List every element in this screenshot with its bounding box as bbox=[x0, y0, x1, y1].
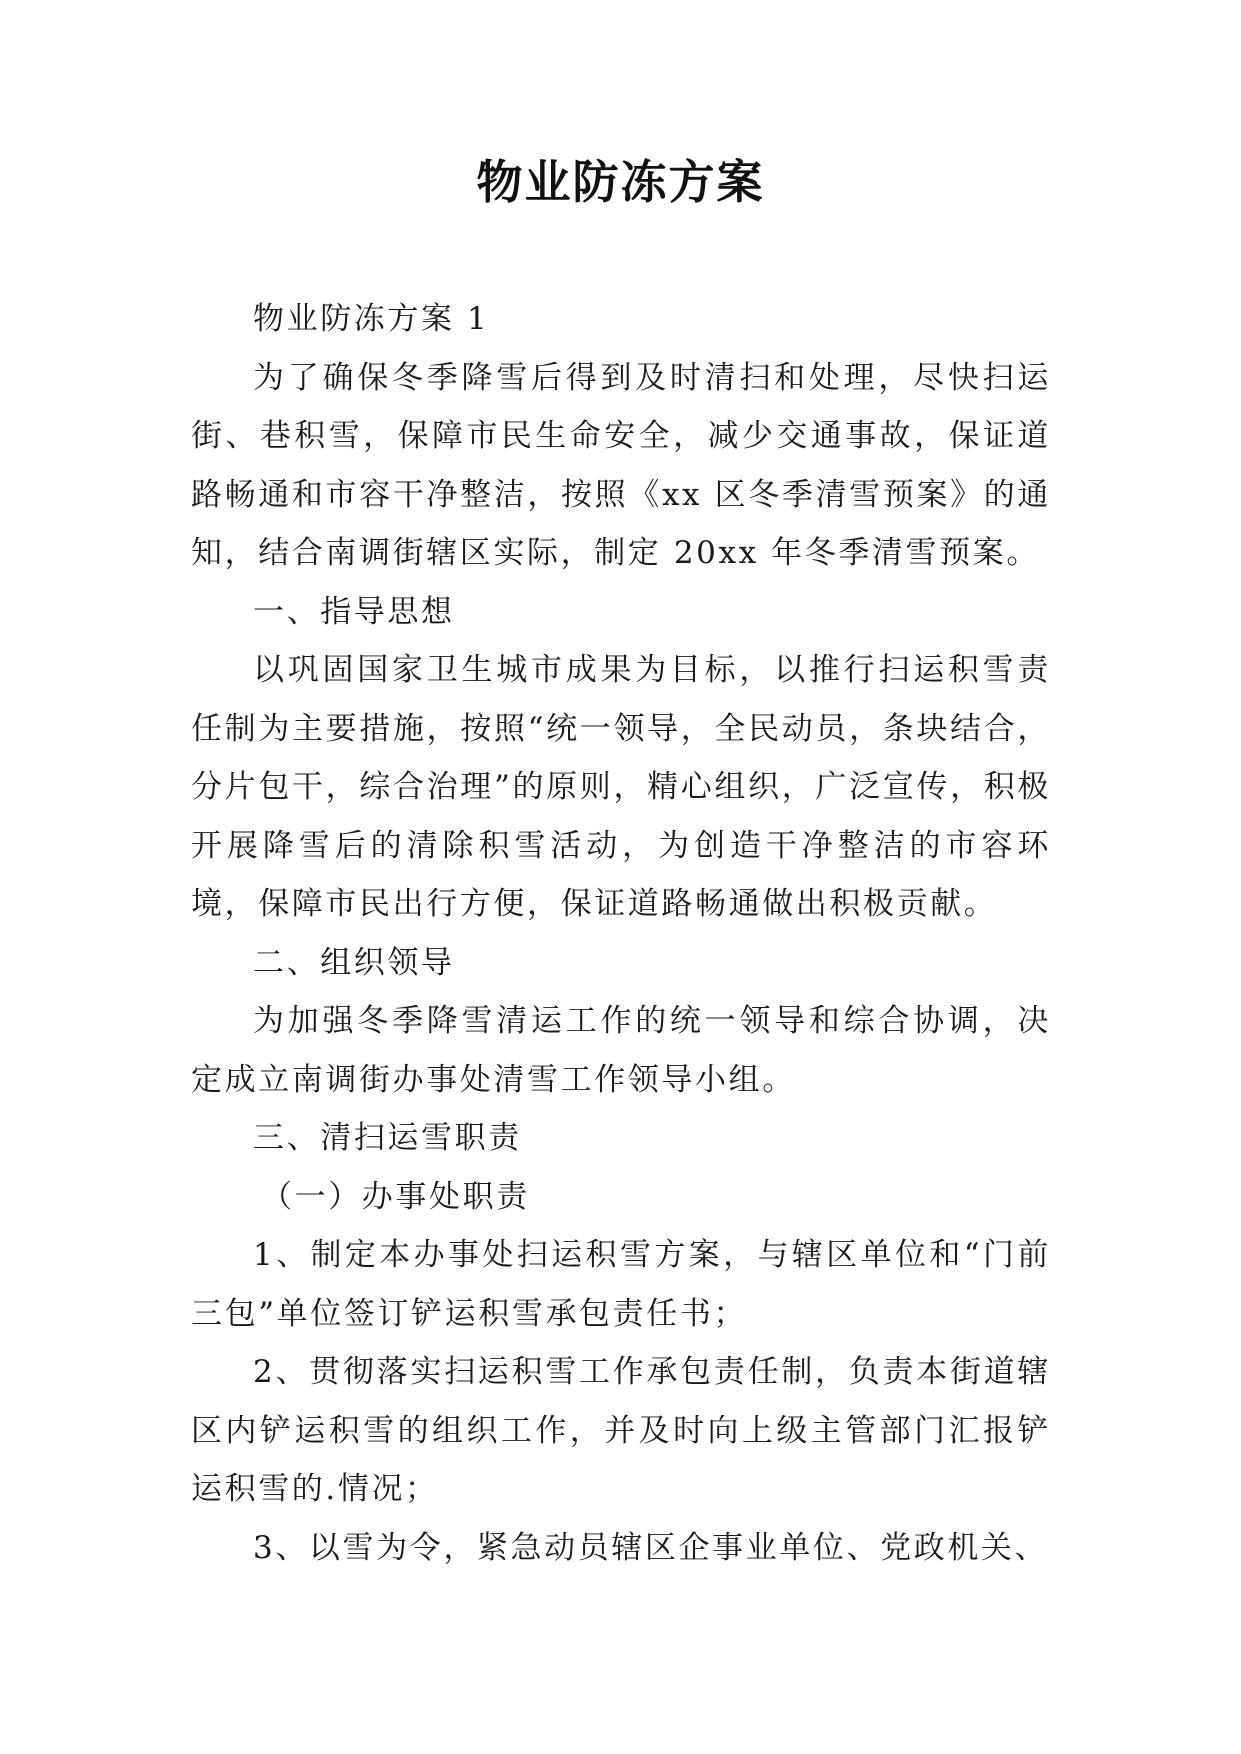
section-heading: 三、清扫运雪职责 bbox=[253, 1120, 522, 1156]
body-paragraph: 为了确保冬季降雪后得到及时清扫和处理，尽快扫运街、巷积雪，保障市民生命安全，减少交通事故，保证道路畅通和市容干净整洁，按照《xx 区冬季清雪预案》的通知，结合南调街辖区实际，制定 20xx 年冬季清雪预案。 bbox=[191, 359, 1051, 571]
section-heading: 物业防冻方案 1 bbox=[253, 301, 490, 337]
subsection-heading: （一）办事处职责 bbox=[261, 1178, 530, 1215]
body-paragraph: 以巩固国家卫生城市成果为目标，以推行扫运积雪责任制为主要措施，按照“统一领导，全民动员，条块结合，分片包干，综合治理”的原则，精心组织，广泛宣传，积极开展降雪后的清除积雪活动，为创造干净整洁的市容环境，保障市民出行方便，保证道路畅通做出积极贡献。 bbox=[191, 652, 1051, 922]
list-item: 2、贯彻落实扫运积雪工作承包责任制，负责本街道辖区内铲运积雪的组织工作，并及时向上级主管部门汇报铲运积雪的.情况； bbox=[191, 1354, 1051, 1507]
section-heading: 二、组织领导 bbox=[253, 944, 455, 981]
document-body bbox=[191, 290, 1051, 1577]
document-title: 物业防冻方案 bbox=[476, 155, 765, 209]
list-item: 1、制定本办事处扫运积雪方案，与辖区单位和“门前三包”单位签订铲运积雪承包责任书； bbox=[191, 1237, 1051, 1332]
list-item: 3、以雪为令，紧急动员辖区企事业单位、党政机关、 bbox=[253, 1529, 1049, 1566]
body-paragraph: 为加强冬季降雪清运工作的统一领导和综合协调，决定成立南调街办事处清雪工作领导小组。 bbox=[191, 1003, 1051, 1098]
section-heading: 一、指导思想 bbox=[253, 593, 455, 630]
